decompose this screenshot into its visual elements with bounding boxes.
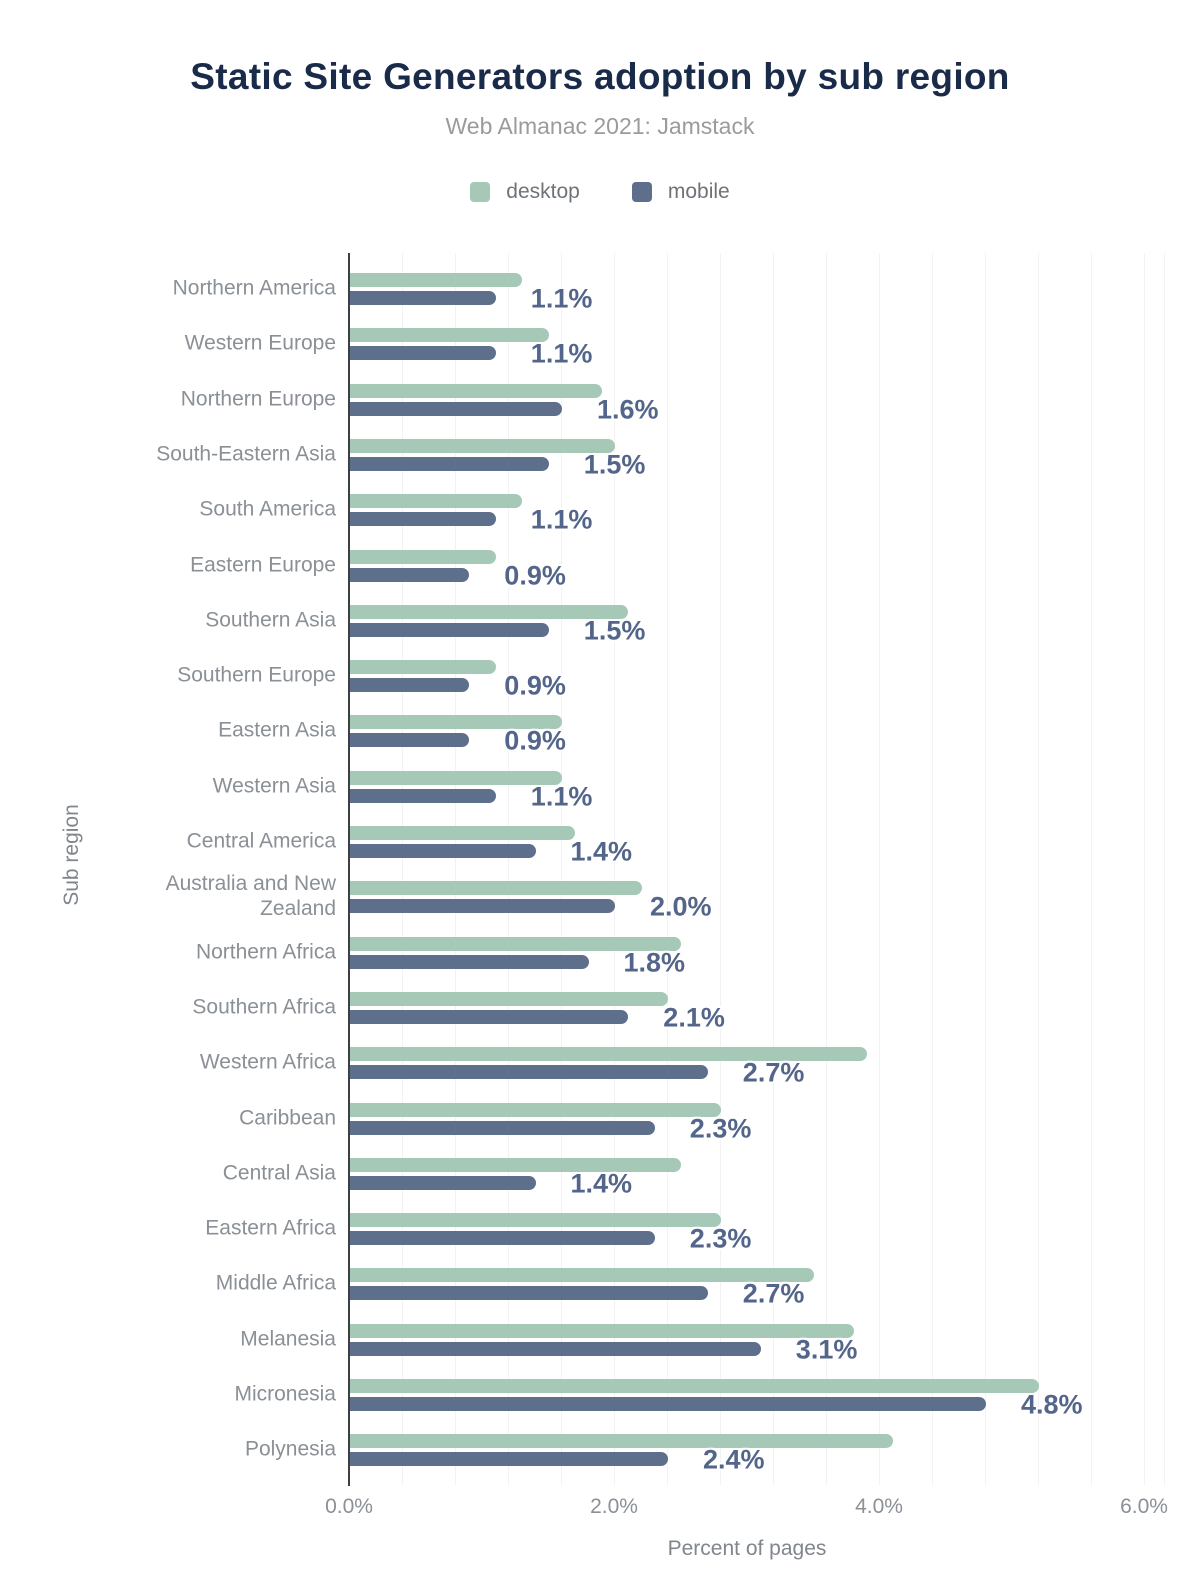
desktop-bar[interactable] — [350, 660, 496, 674]
y-axis-line — [348, 253, 350, 1486]
gridline — [1038, 253, 1039, 1485]
category-label: Micronesia — [234, 1382, 336, 1406]
mobile-bar[interactable] — [350, 1121, 655, 1135]
desktop-bar[interactable] — [350, 1213, 721, 1227]
value-label: 2.7% — [742, 1278, 805, 1309]
desktop-bar[interactable] — [350, 826, 575, 840]
gridline — [720, 253, 721, 1485]
desktop-bar[interactable] — [350, 1103, 721, 1117]
mobile-bar[interactable] — [350, 899, 615, 913]
mobile-bar[interactable] — [350, 512, 496, 526]
value-label: 1.4% — [570, 836, 633, 867]
category-label: Eastern Africa — [205, 1216, 336, 1240]
value-label: 1.1% — [530, 338, 593, 369]
category-label: Central Asia — [222, 1161, 336, 1185]
mobile-bar[interactable] — [350, 1342, 761, 1356]
legend-item-mobile — [632, 180, 730, 204]
desktop-bar[interactable] — [350, 992, 668, 1006]
category-label: Caribbean — [239, 1105, 336, 1129]
mobile-bar[interactable] — [350, 1065, 708, 1079]
mobile-bar[interactable] — [350, 291, 496, 305]
value-label: 0.9% — [504, 560, 566, 590]
category-label: Middle Africa — [215, 1271, 336, 1295]
gridline — [1144, 253, 1145, 1485]
mobile-bar[interactable] — [350, 733, 469, 747]
desktop-bar[interactable] — [350, 494, 522, 508]
x-tick-label: 6.0% — [1120, 1495, 1168, 1518]
mobile-swatch-icon — [632, 182, 652, 202]
category-label: Western Africa — [199, 1050, 336, 1074]
desktop-bar[interactable] — [350, 439, 615, 453]
y-axis-title: Sub region — [60, 804, 83, 906]
value-label: 0.9% — [504, 670, 566, 701]
legend-label-desktop: desktop — [506, 180, 580, 203]
mobile-bar[interactable] — [350, 1286, 708, 1300]
value-label: 2.7% — [742, 1057, 805, 1088]
category-label: Polynesia — [244, 1437, 336, 1461]
desktop-swatch-icon — [470, 182, 490, 202]
mobile-bar[interactable] — [350, 678, 469, 692]
mobile-bar[interactable] — [350, 623, 549, 637]
mobile-bar[interactable] — [350, 568, 469, 582]
mobile-bar[interactable] — [350, 1231, 655, 1245]
category-label: South-Eastern Asia — [156, 442, 336, 466]
value-label: 1.1% — [530, 504, 593, 535]
value-label: 4.8% — [1021, 1389, 1083, 1420]
category-label: Melanesia — [240, 1327, 336, 1351]
gridline — [455, 253, 456, 1485]
category-label: Northern America — [172, 276, 336, 300]
legend — [0, 180, 1200, 204]
desktop-bar[interactable] — [350, 881, 642, 895]
legend-label-mobile: mobile — [667, 180, 730, 203]
value-label: 2.4% — [703, 1444, 765, 1475]
mobile-bar[interactable] — [350, 346, 496, 360]
mobile-bar[interactable] — [350, 844, 536, 858]
value-label: 1.8% — [623, 947, 686, 978]
category-label: Australia and New Zealand — [165, 872, 336, 921]
chart-subtitle: Web Almanac 2021: Jamstack — [445, 113, 755, 139]
x-tick-label: 2.0% — [590, 1495, 638, 1518]
value-label: 1.1% — [530, 283, 593, 314]
category-label: Northern Africa — [195, 940, 336, 963]
value-label: 0.9% — [504, 725, 566, 756]
mobile-bar[interactable] — [350, 1176, 536, 1190]
desktop-bar[interactable] — [350, 550, 496, 564]
gridline — [879, 253, 880, 1485]
category-label: Southern Europe — [177, 663, 336, 687]
desktop-bar[interactable] — [350, 273, 522, 287]
mobile-bar[interactable] — [350, 402, 562, 416]
category-label: Southern Asia — [205, 608, 336, 632]
gridline — [1091, 253, 1092, 1485]
mobile-bar[interactable] — [350, 1397, 986, 1411]
category-label: Eastern Europe — [190, 552, 336, 576]
mobile-bar[interactable] — [350, 1010, 628, 1024]
value-label: 2.3% — [689, 1223, 752, 1254]
gridline — [614, 253, 615, 1485]
plot-right-edge — [1164, 253, 1165, 1485]
gridline — [985, 253, 986, 1485]
value-label: 1.5% — [583, 615, 646, 646]
gridline — [402, 253, 403, 1485]
gridline — [561, 253, 562, 1485]
category-label: Northern Europe — [180, 387, 336, 410]
gridline — [932, 253, 933, 1485]
x-tick-label: 4.0% — [855, 1495, 903, 1518]
desktop-bar[interactable] — [350, 1324, 854, 1338]
desktop-bar[interactable] — [350, 328, 549, 342]
mobile-bar[interactable] — [350, 457, 549, 471]
mobile-bar[interactable] — [350, 789, 496, 803]
value-label: 1.1% — [530, 781, 593, 812]
desktop-bar[interactable] — [350, 1434, 893, 1448]
gridline — [826, 253, 827, 1485]
value-label: 1.6% — [597, 394, 659, 425]
desktop-bar[interactable] — [350, 1379, 1039, 1393]
category-label: Western Asia — [212, 774, 336, 798]
gridline — [508, 253, 509, 1485]
chart-title: Static Site Generators adoption by sub region — [190, 56, 1010, 97]
legend-item-desktop — [470, 180, 580, 204]
value-label: 2.0% — [650, 891, 712, 922]
gridline — [667, 253, 668, 1485]
category-label: South America — [199, 497, 336, 521]
value-label: 1.5% — [583, 449, 646, 480]
category-label: Southern Africa — [192, 995, 336, 1019]
value-label: 2.3% — [689, 1113, 752, 1143]
desktop-bar[interactable] — [350, 384, 602, 398]
value-label: 3.1% — [795, 1334, 858, 1365]
mobile-bar[interactable] — [350, 955, 589, 969]
category-label: Western Europe — [184, 331, 336, 355]
category-label: Central America — [186, 829, 336, 853]
category-label: Eastern Asia — [218, 718, 336, 742]
value-label: 2.1% — [663, 1002, 725, 1033]
mobile-bar[interactable] — [350, 1452, 668, 1466]
x-tick-label: 0.0% — [325, 1495, 373, 1518]
value-label: 1.4% — [570, 1168, 633, 1199]
x-axis-title: Percent of pages — [667, 1537, 827, 1560]
